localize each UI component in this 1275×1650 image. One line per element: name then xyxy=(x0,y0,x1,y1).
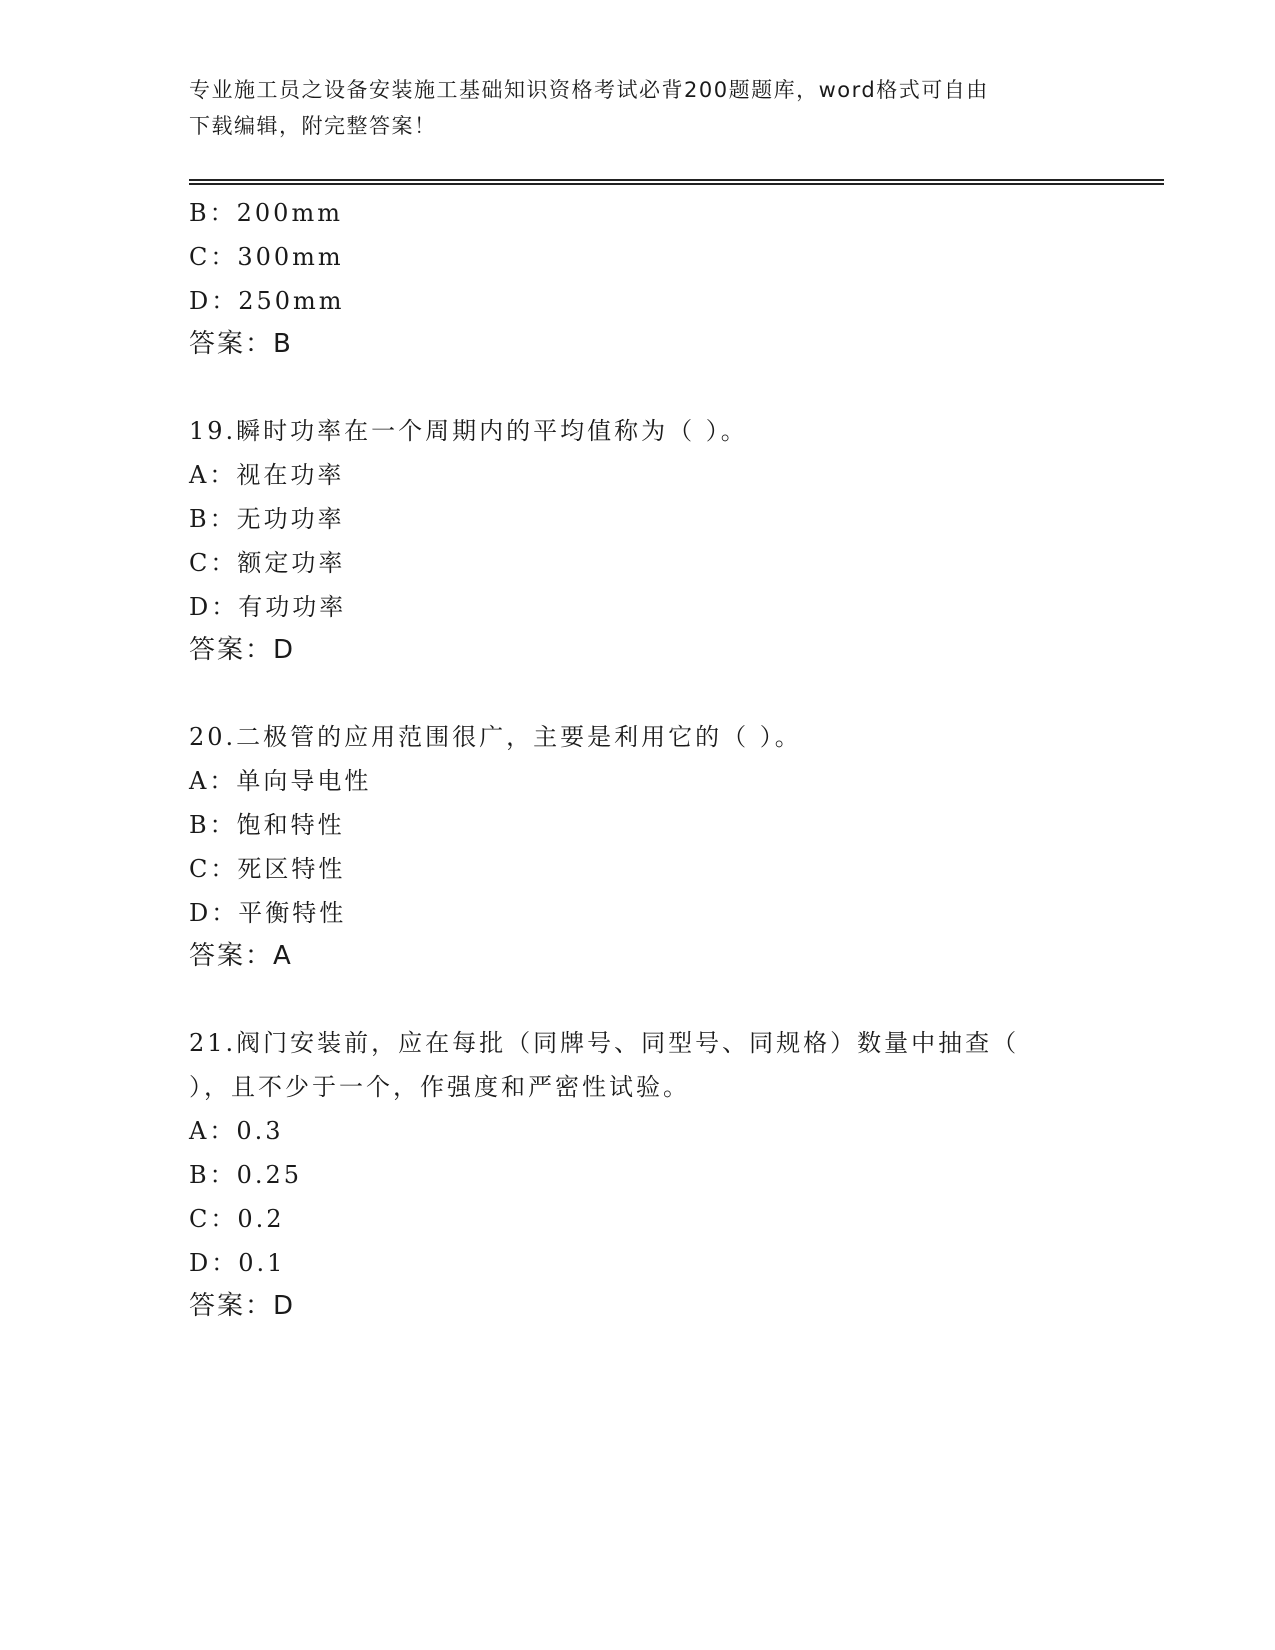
q19-option-c: C：额定功率 xyxy=(189,549,346,577)
q19-option-d: D：有功功率 xyxy=(189,593,347,621)
header-line-1: 专业施工员之设备安装施工基础知识资格考试必背200题题库，word格式可自由 xyxy=(189,78,989,102)
q21-option-a: A：0.3 xyxy=(189,1117,284,1145)
q19-stem: 19.瞬时功率在一个周期内的平均值称为（ ）。 xyxy=(189,417,748,445)
header-divider-bottom xyxy=(189,183,1164,185)
q21-stem-line-2: ），且不少于一个，作强度和严密性试验。 xyxy=(189,1073,690,1101)
q20-option-b: B：饱和特性 xyxy=(189,811,345,839)
q21-option-d: D：0.1 xyxy=(189,1249,286,1277)
q20-option-d: D：平衡特性 xyxy=(189,899,347,927)
q20-option-a: A：单向导电性 xyxy=(189,767,372,795)
header-divider-top xyxy=(189,179,1164,181)
q19-option-b: B：无功功率 xyxy=(189,505,345,533)
q21-answer: 答案：D xyxy=(189,1291,296,1321)
q19-option-a: A：视在功率 xyxy=(189,461,345,489)
q20-stem: 20.二极管的应用范围很广，主要是利用它的（ ）。 xyxy=(189,723,802,751)
q20-option-c: C：死区特性 xyxy=(189,855,346,883)
prev-option-c: C：300mm xyxy=(189,243,344,271)
prev-option-d: D：250mm xyxy=(189,287,345,315)
q20-answer: 答案：A xyxy=(189,941,293,971)
document-header xyxy=(189,72,1089,144)
q19-answer: 答案：D xyxy=(189,635,296,665)
q21-option-b: B：0.25 xyxy=(189,1161,303,1189)
q21-stem-line-1: 21.阀门安装前，应在每批（同牌号、同型号、同规格）数量中抽查（ xyxy=(189,1029,1020,1057)
q21-option-c: C：0.2 xyxy=(189,1205,285,1233)
prev-option-b: B：200mm xyxy=(189,199,343,227)
header-line-2: 下载编辑，附完整答案！ xyxy=(189,114,437,138)
prev-answer: 答案：B xyxy=(189,329,293,359)
